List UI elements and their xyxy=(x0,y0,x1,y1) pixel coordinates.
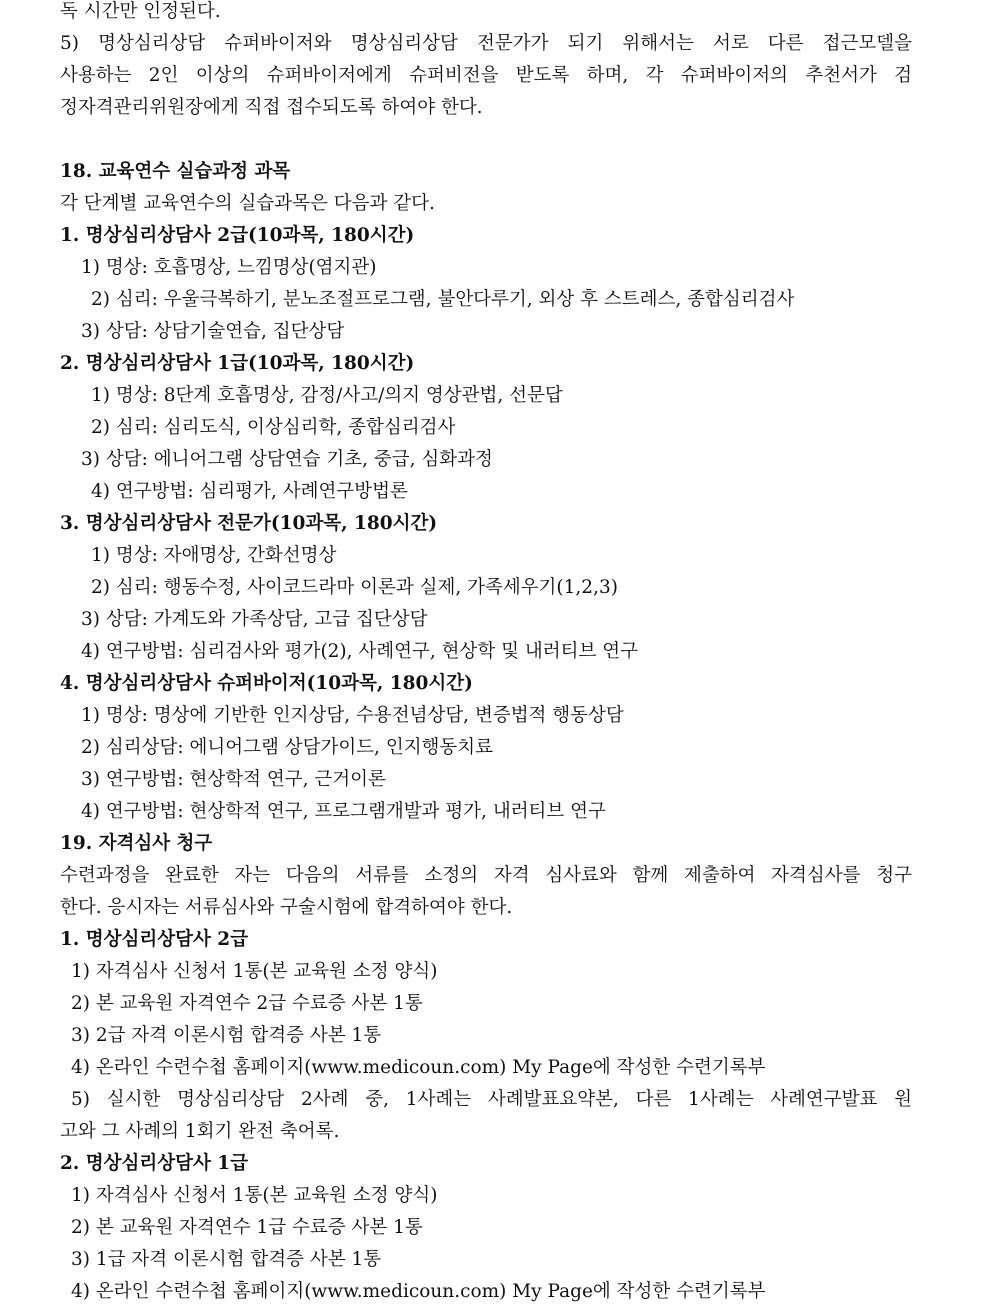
claim-level-2-title: 1. 명상심리상담사 2급 xyxy=(60,929,249,950)
level-2-item-1: 1) 명상: 호흡명상, 느낌명상(염지관) xyxy=(81,257,377,278)
expert-title: 3. 명상심리상담사 전문가(10과목, 180시간) xyxy=(60,513,438,534)
section-18-intro: 각 단계별 교육연수의 실습과목은 다음과 같다. xyxy=(60,193,435,214)
section-18-heading: 18. 교육연수 실습과정 과목 xyxy=(60,161,291,182)
level-1-item-1: 1) 명상: 8단계 호흡명상, 감정/사고/의지 영상관법, 선문답 xyxy=(91,385,563,406)
claim-level-2-item-1: 1) 자격심사 신청서 1통(본 교육원 소정 양식) xyxy=(71,961,438,982)
level-1-item-3: 3) 상담: 에니어그램 상담연습 기초, 중급, 심화과정 xyxy=(81,449,493,470)
claim-level-2-item-3: 3) 2급 자격 이론시험 합격증 사본 1통 xyxy=(71,1025,382,1046)
claim-level-2-item-4: 4) 온라인 수련수첩 홈페이지(www.medicoun.com) My Page에 작성한 수련기록부 xyxy=(71,1057,766,1078)
level-1-item-2: 2) 심리: 심리도식, 이상심리학, 종합심리검사 xyxy=(91,417,456,438)
expert-item-1: 1) 명상: 자애명상, 간화선명상 xyxy=(91,545,337,566)
intro-line-2: 5) 명상심리상담 슈퍼바이저와 명상심리상담 전문가가 되기 위해서는 서로 다른 접근모델을 xyxy=(60,33,912,54)
expert-item-4: 4) 연구방법: 심리검사와 평가(2), 사례연구, 현상학 및 내러티브 연구 xyxy=(81,641,639,662)
supervisor-item-4: 4) 연구방법: 현상학적 연구, 프로그램개발과 평가, 내러티브 연구 xyxy=(81,801,606,822)
level-2-title: 1. 명상심리상담사 2급(10과목, 180시간) xyxy=(60,225,415,246)
claim-level-1-title: 2. 명상심리상담사 1급 xyxy=(60,1153,249,1174)
supervisor-item-1: 1) 명상: 명상에 기반한 인지상담, 수용전념상담, 변증법적 행동상담 xyxy=(81,705,624,726)
intro-line-3: 사용하는 2인 이상의 슈퍼바이저에게 슈퍼비전을 받도록 하며, 각 슈퍼바이저의 추천서가 검 xyxy=(60,65,912,86)
claim-level-1-item-1: 1) 자격심사 신청서 1통(본 교육원 소정 양식) xyxy=(71,1185,438,1206)
level-1-item-4: 4) 연구방법: 심리평가, 사례연구방법론 xyxy=(91,481,408,502)
claim-level-1-item-2: 2) 본 교육원 자격연수 1급 수료증 사본 1통 xyxy=(71,1217,423,1238)
expert-item-3: 3) 상담: 가계도와 가족상담, 고급 집단상담 xyxy=(81,609,428,630)
supervisor-title: 4. 명상심리상담사 슈퍼바이저(10과목, 180시간) xyxy=(60,673,473,694)
level-2-item-2: 2) 심리: 우울극복하기, 분노조절프로그램, 불안다루기, 외상 후 스트레스, 종합심리검사 xyxy=(91,289,795,310)
claim-level-2-item-2: 2) 본 교육원 자격연수 2급 수료증 사본 1통 xyxy=(71,993,423,1014)
section-19-heading: 19. 자격심사 청구 xyxy=(60,833,213,854)
claim-level-2-item-5: 5) 실시한 명상심리상담 2사례 중, 1사례는 사례발표요약본, 다른 1사례는 사례연구발표 원 xyxy=(71,1089,912,1110)
intro-line-1: 독 시간만 인정된다. xyxy=(60,1,221,22)
supervisor-item-2: 2) 심리상담: 에니어그램 상담가이드, 인지행동치료 xyxy=(81,737,494,758)
claim-level-2-item-5-cont: 고와 그 사례의 1회기 완전 축어록. xyxy=(60,1121,340,1142)
section-19-intro-line-2: 한다. 응시자는 서류심사와 구술시험에 합격하여야 한다. xyxy=(60,897,513,918)
claim-level-1-item-4: 4) 온라인 수련수첩 홈페이지(www.medicoun.com) My Page에 작성한 수련기록부 xyxy=(71,1281,766,1302)
expert-item-2: 2) 심리: 행동수정, 사이코드라마 이론과 실제, 가족세우기(1,2,3) xyxy=(91,577,618,598)
level-1-title: 2. 명상심리상담사 1급(10과목, 180시간) xyxy=(60,353,415,374)
intro-line-4: 정자격관리위원장에게 직접 접수되도록 하여야 한다. xyxy=(60,97,483,118)
supervisor-item-3: 3) 연구방법: 현상학적 연구, 근거이론 xyxy=(81,769,386,790)
level-2-item-3: 3) 상담: 상담기술연습, 집단상담 xyxy=(81,321,345,342)
section-19-intro-line-1: 수련과정을 완료한 자는 다음의 서류를 소정의 자격 심사료와 함께 제출하여 자격심사를 청구 xyxy=(60,865,912,886)
claim-level-1-item-3: 3) 1급 자격 이론시험 합격증 사본 1통 xyxy=(71,1249,382,1270)
